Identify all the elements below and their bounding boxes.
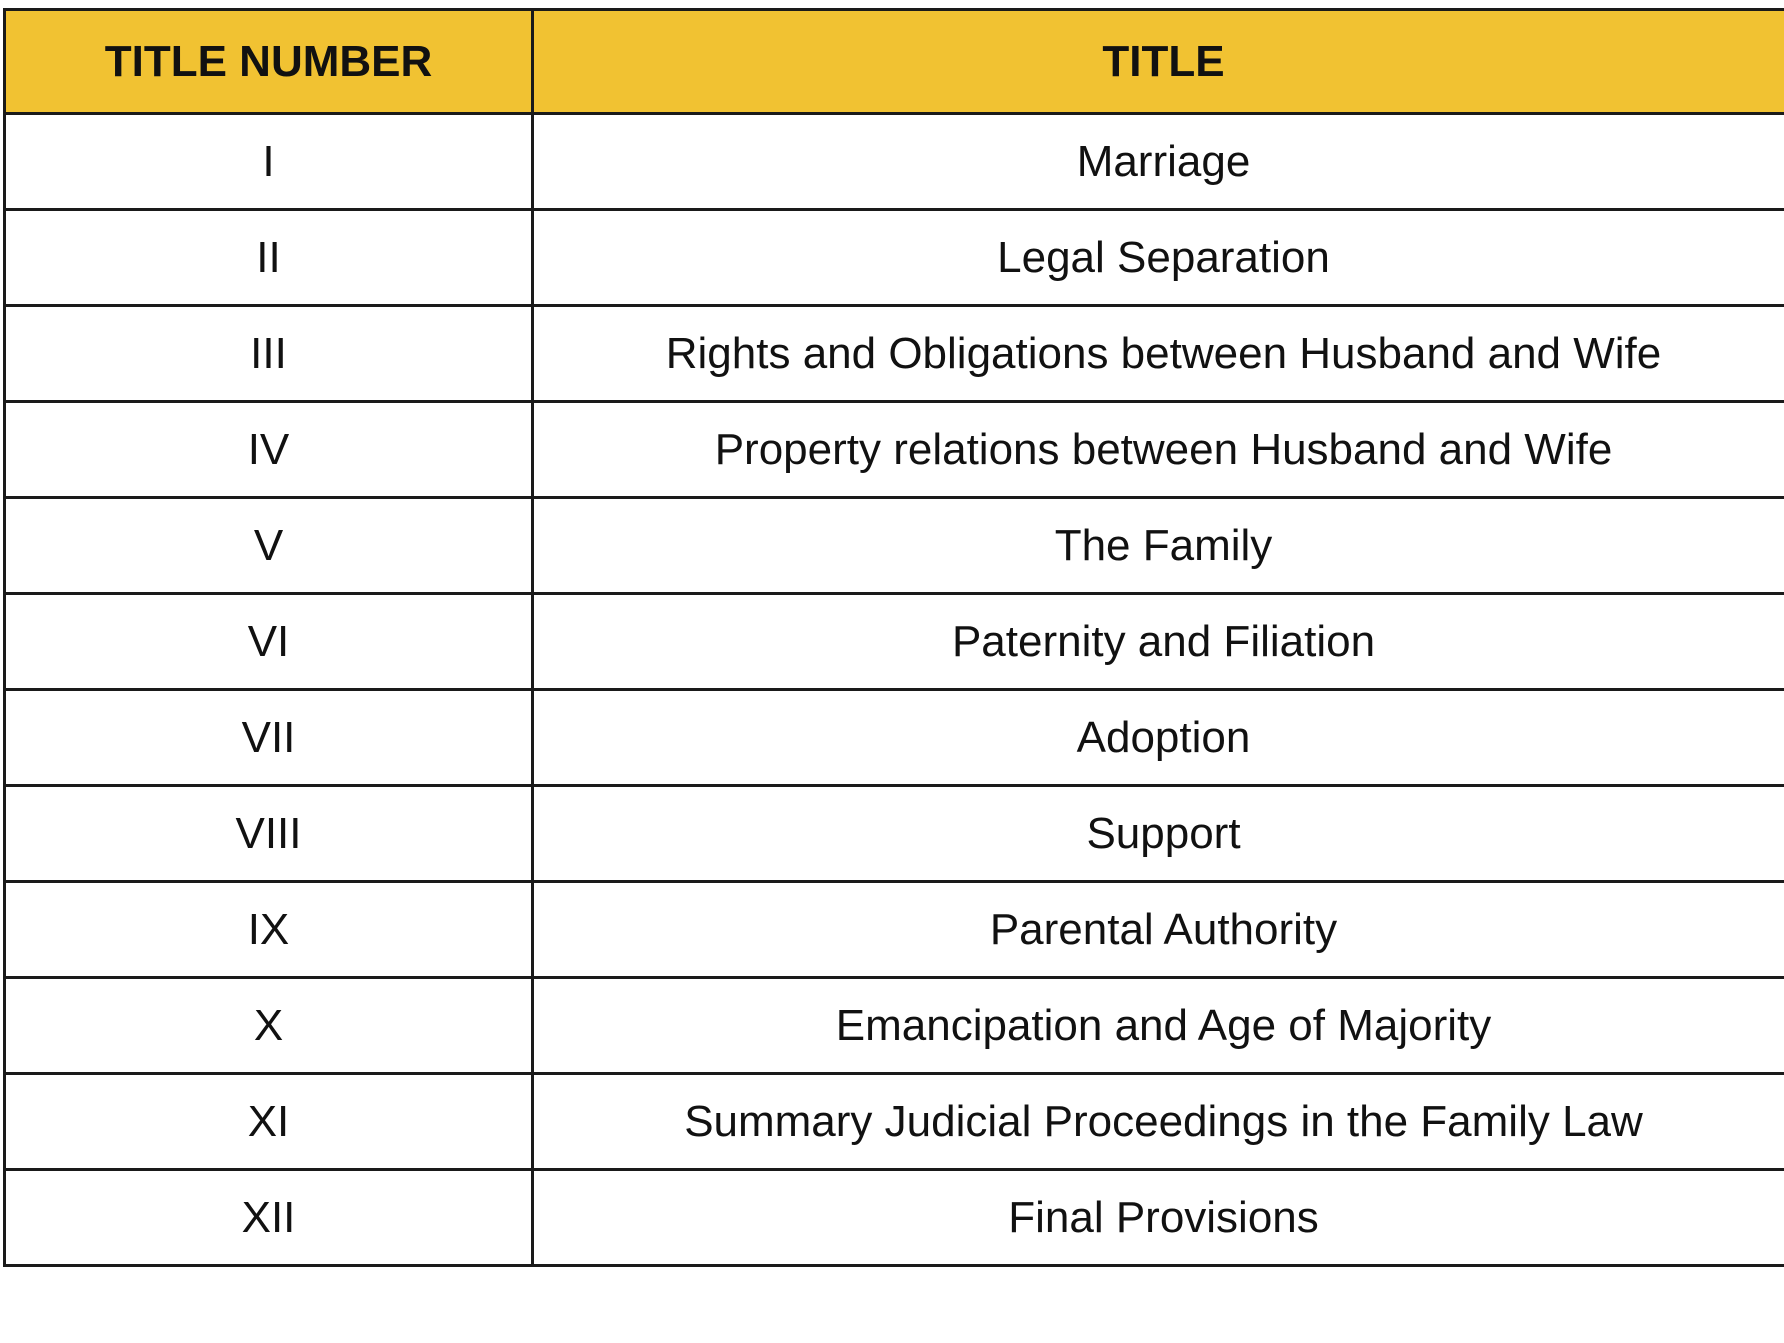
title-cell: Paternity and Filiation [533,594,1784,690]
table-row [5,210,1784,306]
title-cell: Support [533,786,1784,882]
title-cell: Legal Separation [533,210,1784,306]
family-code-titles-table [3,8,1784,1267]
table-row [5,1170,1784,1266]
table-row [5,690,1784,786]
title-number-cell: I [5,114,533,210]
table-row [5,402,1784,498]
title-number-cell: V [5,498,533,594]
title-cell: Summary Judicial Proceedings in the Family Law [533,1074,1784,1170]
title-cell: Property relations between Husband and Wife [533,402,1784,498]
title-cell: Adoption [533,690,1784,786]
table-row [5,594,1784,690]
title-cell: Final Provisions [533,1170,1784,1266]
title-cell: The Family [533,498,1784,594]
title-number-cell: VIII [5,786,533,882]
title-number-cell: X [5,978,533,1074]
title-cell: Rights and Obligations between Husband and Wife [533,306,1784,402]
title-number-cell: VI [5,594,533,690]
title-cell: Marriage [533,114,1784,210]
title-cell: Emancipation and Age of Majority [533,978,1784,1074]
title-number-cell: XII [5,1170,533,1266]
title-cell: Parental Authority [533,882,1784,978]
table-row [5,1074,1784,1170]
table-row [5,978,1784,1074]
header-title-number: TITLE NUMBER [5,10,533,114]
table-row [5,786,1784,882]
header-title: TITLE [533,10,1784,114]
table-row [5,498,1784,594]
title-number-cell: XI [5,1074,533,1170]
title-number-cell: VII [5,690,533,786]
title-number-cell: IV [5,402,533,498]
header-row [5,10,1784,114]
table-row [5,306,1784,402]
table-row [5,882,1784,978]
table-row [5,114,1784,210]
title-number-cell: II [5,210,533,306]
title-number-cell: IX [5,882,533,978]
title-number-cell: III [5,306,533,402]
